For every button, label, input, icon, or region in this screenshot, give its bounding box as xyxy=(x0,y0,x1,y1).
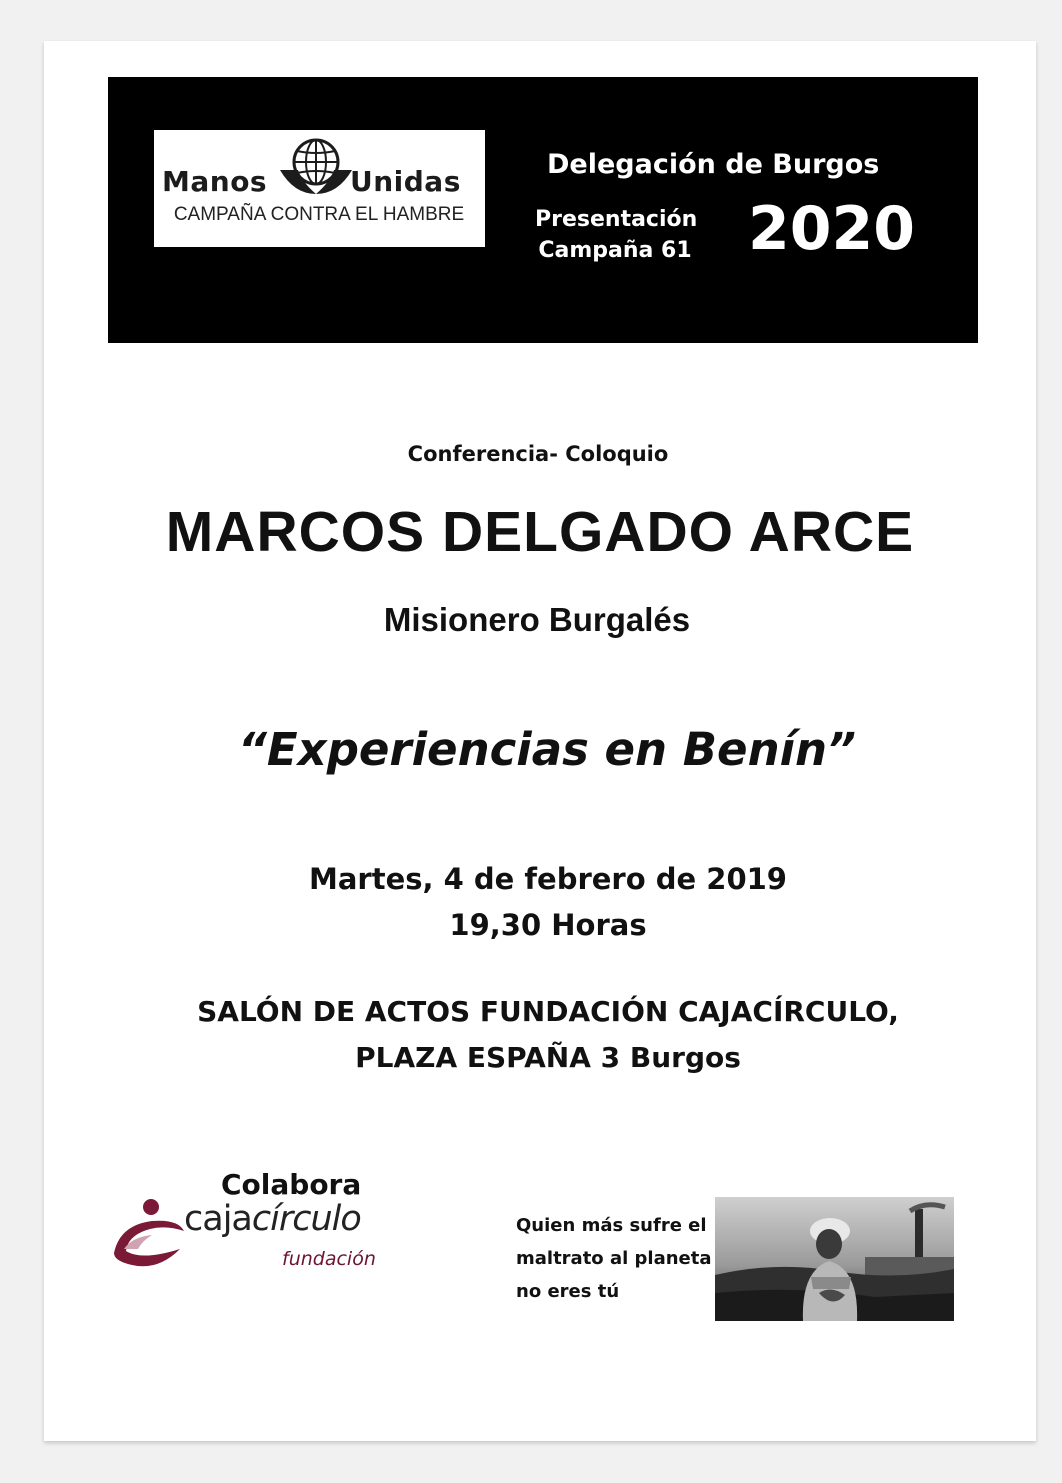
globe-hands-icon xyxy=(278,136,354,202)
slogan-line-3: no eres tú xyxy=(516,1281,620,1302)
campaign-year: 2020 xyxy=(748,194,915,264)
presentation-label xyxy=(535,204,698,266)
speaker-name: MARCOS DELGADO ARCE xyxy=(165,500,915,564)
wordmark-prefix: caja xyxy=(184,1199,252,1239)
wordmark-italic: círculo xyxy=(251,1199,361,1239)
logo-word-unidas: Unidas xyxy=(350,165,461,198)
logo-word-manos: Manos xyxy=(162,165,268,198)
sponsor-label: Colabora xyxy=(221,1168,362,1201)
event-datetime xyxy=(52,856,1044,948)
delegation-label: Delegación de Burgos xyxy=(547,149,880,180)
cajacirculo-subtitle: fundación xyxy=(282,1248,376,1270)
slogan-line-2: maltrato al planeta xyxy=(516,1248,712,1269)
talk-title: “Experiencias en Benín” xyxy=(237,723,857,776)
slogan-line-1: Quien más sufre el xyxy=(516,1215,707,1236)
event-venue xyxy=(52,989,1044,1081)
event-date: Martes, 4 de febrero de 2019 xyxy=(308,862,787,896)
cajacirculo-logo xyxy=(106,1191,396,1291)
venue-line-1: SALÓN DE ACTOS FUNDACIÓN CAJACÍRCULO, xyxy=(197,995,899,1028)
presentation-line-2: Campaña 61 xyxy=(538,238,692,263)
cajacirculo-mark-icon xyxy=(106,1191,196,1271)
logo-tagline: CAMPAÑA CONTRA EL HAMBRE xyxy=(173,204,465,225)
venue-line-2: PLAZA ESPAÑA 3 Burgos xyxy=(355,1041,741,1074)
event-time: 19,30 Horas xyxy=(449,908,647,942)
event-type: Conferencia- Coloquio xyxy=(407,442,669,466)
presentation-line-1: Presentación xyxy=(535,207,698,232)
speaker-role: Misionero Burgalés xyxy=(383,601,691,638)
campaign-photo xyxy=(715,1197,954,1321)
poster-page xyxy=(44,41,1036,1441)
header-banner xyxy=(108,77,978,343)
campaign-slogan xyxy=(516,1209,712,1308)
manos-unidas-logo xyxy=(154,130,485,247)
cajacirculo-wordmark xyxy=(184,1199,361,1239)
